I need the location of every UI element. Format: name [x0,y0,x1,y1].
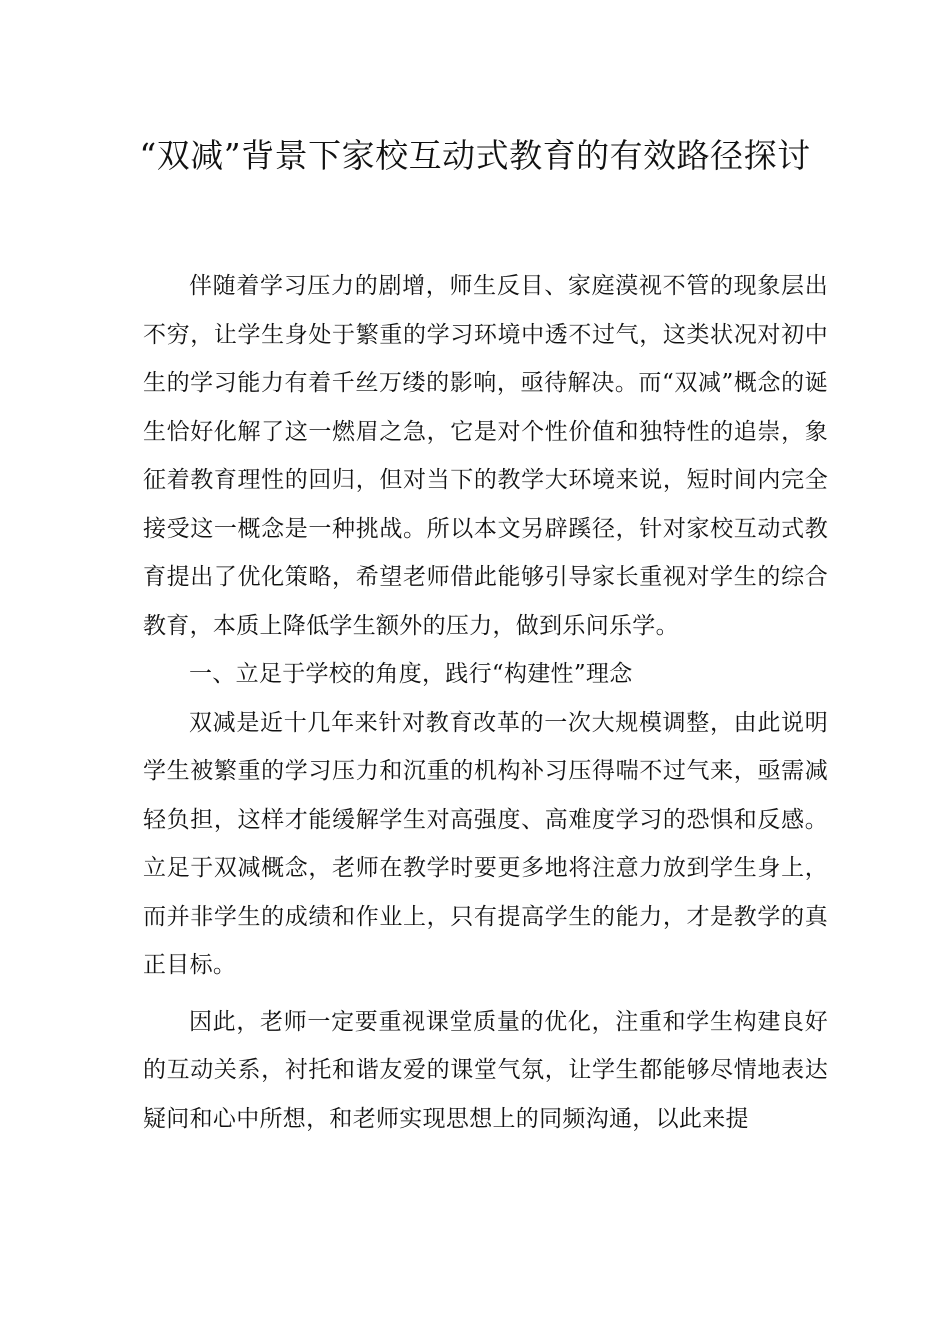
document-title: “双减”背景下家校互动式教育的有效路径探讨 [139,136,811,175]
document-body [143,262,828,1143]
section-heading-1: 一、立足于学校的角度，践行“构建性”理念 [189,661,633,687]
paragraph-section-1: 双减是近十几年来针对教育改革的一次大规模调整，由此说明学生被繁重的学习压力和沉重的机构补习压得喘不过气来，亟需减轻负担，这样才能缓解学生对高强度、高难度学习的恐惧和反感。立足于双减概念，老师在教学时要更多地将注意力放到学生身上，而并非学生的成绩和作业上，只有提高学生的能力，才是教学的真正目标。 [143,709,828,978]
paragraph-continued: 因此，老师一定要重视课堂质量的优化，注重和学生构建良好的互动关系，衬托和谐友爱的课堂气氛，让学生都能够尽情地表达疑问和心中所想，和老师实现思想上的同频沟通，以此来提 [143,1008,828,1132]
paragraph-intro: 伴随着学习压力的剧增，师生反目、家庭漠视不管的现象层出不穷，让学生身处于繁重的学习环境中透不过气，这类状况对初中生的学习能力有着千丝万缕的影响，亟待解决。而“双减”概念的诞生恰好化解了这一燃眉之急，它是对个性价值和独特性的追崇，象征着教育理性的回归，但对当下的教学大环境来说，短时间内完全接受这一概念是一种挑战。所以本文另辟蹊径，针对家校互动式教育提出了优化策略，希望老师借此能够引导家长重视对学生的综合教育，本质上降低学生额外的压力，做到乐问乐学。 [143,273,828,639]
